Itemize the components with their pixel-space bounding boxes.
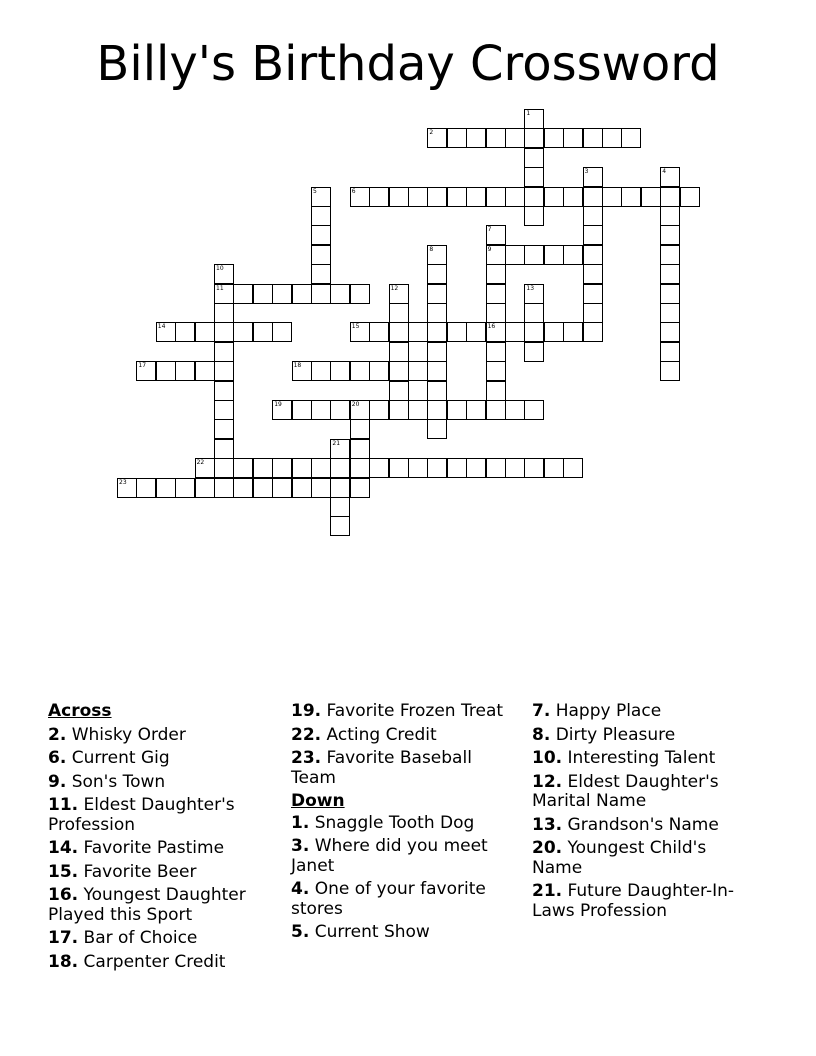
clue-label: 7. (532, 701, 551, 721)
grid-cell[interactable] (330, 458, 350, 478)
grid-cell[interactable] (447, 400, 467, 420)
clue-number: 4 (662, 168, 667, 176)
grid-cell[interactable] (272, 400, 292, 420)
clue-text: Bar of Choice (83, 928, 198, 948)
grid-cell[interactable] (486, 381, 506, 401)
grid-cell[interactable] (350, 439, 370, 459)
grid-cell[interactable] (311, 264, 331, 284)
clue-text: Where did you meet Janet (291, 836, 488, 876)
clue-label: 4. (291, 879, 310, 899)
grid-cell[interactable] (214, 419, 234, 439)
clue-label: 8. (532, 724, 551, 745)
clue-number: 19 (274, 401, 282, 408)
grid-cell[interactable] (156, 478, 176, 498)
grid-cell[interactable] (350, 361, 370, 381)
grid-cell[interactable] (233, 284, 253, 304)
grid-cell[interactable] (233, 478, 253, 498)
grid-cell[interactable] (408, 458, 428, 478)
clue-number: 21 (332, 439, 341, 447)
clue-number: 18 (293, 362, 302, 370)
clue-label: 14. (48, 838, 79, 858)
grid-cell[interactable] (330, 478, 350, 498)
grid-cell[interactable] (214, 400, 234, 420)
grid-cell[interactable] (447, 128, 467, 148)
clue-label: 3. (291, 836, 310, 856)
clue-number: 10 (216, 265, 224, 273)
grid-cell[interactable] (292, 400, 312, 420)
clue-number: 22 (196, 459, 205, 467)
down-clue (291, 923, 519, 943)
clue-text: Favorite Baseball Team (291, 748, 472, 788)
grid-cell[interactable] (524, 303, 544, 323)
grid-cell[interactable] (389, 381, 409, 401)
grid-cell[interactable] (505, 245, 525, 265)
clue-number: 2 (429, 129, 434, 137)
grid-cell[interactable] (292, 458, 312, 478)
grid-cell[interactable] (156, 322, 176, 342)
clue-number: 6 (351, 187, 356, 195)
grid-cell[interactable] (214, 439, 234, 459)
grid-cell[interactable] (389, 303, 409, 323)
grid-cell[interactable] (660, 284, 680, 304)
across-clue (48, 796, 276, 835)
grid-cell[interactable] (330, 400, 350, 420)
clue-label: 23. (291, 748, 322, 768)
grid-cell[interactable] (311, 206, 331, 226)
across-clue (48, 886, 276, 925)
grid-cell[interactable] (602, 128, 622, 148)
across-header: Across (48, 701, 112, 721)
grid-cell[interactable] (369, 322, 389, 342)
grid-cell[interactable] (544, 187, 564, 207)
grid-cell[interactable] (214, 478, 234, 498)
grid-cell[interactable] (524, 148, 544, 168)
grid-cell[interactable] (583, 264, 603, 284)
grid-cell[interactable] (311, 225, 331, 245)
grid-cell[interactable] (524, 342, 544, 362)
grid-cell[interactable] (389, 322, 409, 342)
grid-cell[interactable] (214, 284, 234, 304)
grid-cell[interactable] (486, 322, 506, 342)
grid-cell[interactable] (583, 187, 603, 207)
grid-cell[interactable] (330, 439, 350, 459)
across-clue (291, 749, 519, 788)
grid-cell[interactable] (447, 322, 467, 342)
grid-cell[interactable] (427, 303, 447, 323)
clue-label: 11. (48, 795, 79, 815)
grid-cell[interactable] (583, 245, 603, 265)
grid-cell[interactable] (602, 187, 622, 207)
clues-column-3 (532, 702, 760, 925)
clue-number: 20 (351, 401, 360, 408)
clue-text: Eldest Daughter's Profession (48, 795, 235, 835)
grid-cell[interactable] (330, 284, 350, 304)
clue-label: 22. (291, 724, 322, 745)
grid-cell[interactable] (660, 264, 680, 284)
across-clue (48, 863, 276, 883)
grid-cell[interactable] (369, 458, 389, 478)
clue-label: 5. (291, 922, 310, 942)
grid-cell[interactable] (253, 478, 273, 498)
clue-label: 18. (48, 951, 79, 972)
grid-cell[interactable] (272, 322, 292, 342)
grid-cell[interactable] (563, 458, 583, 478)
grid-cell[interactable] (524, 206, 544, 226)
clue-text: Grandson's Name (567, 814, 719, 835)
clue-label: 1. (291, 812, 310, 833)
grid-cell[interactable] (427, 342, 447, 362)
clue-text: Youngest Child's Name (532, 838, 707, 878)
clue-number: 17 (138, 362, 147, 370)
grid-cell[interactable] (524, 187, 544, 207)
across-clue (48, 726, 276, 746)
clue-number: 3 (584, 168, 589, 176)
down-clue (532, 816, 760, 836)
grid-cell[interactable] (563, 245, 583, 265)
grid-cell[interactable] (311, 187, 331, 207)
grid-cell[interactable] (505, 458, 525, 478)
grid-cell[interactable] (389, 284, 409, 304)
grid-cell[interactable] (486, 128, 506, 148)
grid-cell[interactable] (175, 361, 195, 381)
grid-cell[interactable] (214, 303, 234, 323)
clue-number: 16 (487, 323, 496, 331)
grid-cell[interactable] (660, 167, 680, 187)
grid-cell[interactable] (369, 400, 389, 420)
across-clue (48, 839, 276, 859)
grid-cell[interactable] (427, 400, 447, 420)
clue-text: Favorite Frozen Treat (326, 701, 504, 721)
grid-cell[interactable] (621, 128, 641, 148)
clue-text: Future Daughter-In-Laws Profession (532, 881, 735, 921)
grid-cell[interactable] (641, 187, 661, 207)
grid-cell[interactable] (486, 264, 506, 284)
grid-cell[interactable] (195, 458, 215, 478)
grid-cell[interactable] (233, 322, 253, 342)
grid-cell[interactable] (466, 322, 486, 342)
across-clue (48, 773, 276, 793)
clues-column-2 (291, 702, 519, 947)
across-clue (48, 749, 276, 769)
grid-cell[interactable] (195, 361, 215, 381)
grid-cell[interactable] (544, 128, 564, 148)
grid-cell[interactable] (447, 458, 467, 478)
clue-number: 11 (216, 284, 224, 292)
clue-number: 23 (119, 478, 127, 486)
down-clue (291, 814, 519, 834)
clue-label: 17. (48, 928, 79, 948)
clue-text: Eldest Daughter's Marital Name (532, 771, 719, 811)
grid-cell[interactable] (583, 206, 603, 226)
clue-number: 9 (487, 245, 492, 253)
grid-cell[interactable] (486, 303, 506, 323)
grid-cell[interactable] (524, 322, 544, 342)
grid-cell[interactable] (427, 419, 447, 439)
down-clue (532, 839, 760, 878)
grid-cell[interactable] (214, 381, 234, 401)
clue-label: 6. (48, 748, 67, 768)
grid-cell[interactable] (563, 322, 583, 342)
grid-cell[interactable] (311, 458, 331, 478)
grid-cell[interactable] (583, 128, 603, 148)
grid-cell[interactable] (195, 478, 215, 498)
clue-text: Current Gig (71, 748, 170, 768)
grid-cell[interactable] (389, 400, 409, 420)
grid-cell[interactable] (486, 245, 506, 265)
grid-cell[interactable] (427, 322, 447, 342)
across-clue (291, 726, 519, 746)
grid-cell[interactable] (350, 478, 370, 498)
grid-cell[interactable] (447, 187, 467, 207)
clue-label: 20. (532, 838, 563, 858)
down-clue (532, 882, 760, 921)
grid-cell[interactable] (583, 303, 603, 323)
clue-label: 12. (532, 771, 563, 792)
grid-cell[interactable] (583, 322, 603, 342)
grid-cell[interactable] (583, 225, 603, 245)
grid-cell[interactable] (524, 167, 544, 187)
clue-text: Current Show (314, 922, 430, 942)
grid-cell[interactable] (563, 128, 583, 148)
grid-cell[interactable] (175, 478, 195, 498)
grid-cell[interactable] (660, 225, 680, 245)
grid-cell[interactable] (330, 361, 350, 381)
grid-cell[interactable] (524, 245, 544, 265)
grid-cell[interactable] (427, 458, 447, 478)
grid-cell[interactable] (544, 322, 564, 342)
grid-cell[interactable] (389, 342, 409, 362)
grid-cell[interactable] (292, 284, 312, 304)
grid-cell[interactable] (214, 322, 234, 342)
grid-cell[interactable] (350, 458, 370, 478)
across-clue (48, 929, 276, 949)
down-clue (532, 749, 760, 769)
grid-cell[interactable] (583, 167, 603, 187)
grid-cell[interactable] (253, 458, 273, 478)
grid-cell[interactable] (389, 187, 409, 207)
grid-cell[interactable] (563, 187, 583, 207)
grid-cell[interactable] (214, 264, 234, 284)
grid-cell[interactable] (427, 284, 447, 304)
grid-cell[interactable] (292, 361, 312, 381)
down-clue (291, 880, 519, 919)
grid-cell[interactable] (350, 400, 370, 420)
grid-cell[interactable] (253, 322, 273, 342)
grid-cell[interactable] (427, 381, 447, 401)
grid-cell[interactable] (233, 458, 253, 478)
grid-cell[interactable] (466, 187, 486, 207)
grid-cell[interactable] (311, 245, 331, 265)
across-clue (291, 702, 519, 722)
grid-cell[interactable] (389, 458, 409, 478)
grid-cell[interactable] (272, 284, 292, 304)
grid-cell[interactable] (680, 187, 700, 207)
grid-cell[interactable] (524, 458, 544, 478)
grid-cell[interactable] (486, 458, 506, 478)
grid-cell[interactable] (544, 245, 564, 265)
grid-cell[interactable] (350, 419, 370, 439)
grid-cell[interactable] (660, 342, 680, 362)
grid-cell[interactable] (660, 206, 680, 226)
clue-label: 19. (291, 701, 322, 721)
grid-cell[interactable] (350, 284, 370, 304)
clue-label: 21. (532, 881, 563, 901)
clue-number: 5 (313, 187, 317, 195)
grid-cell[interactable] (466, 128, 486, 148)
clue-text: Whisky Order (71, 724, 186, 745)
clues-column-1 (48, 702, 276, 976)
grid-cell[interactable] (136, 361, 156, 381)
grid-cell[interactable] (486, 187, 506, 207)
grid-cell[interactable] (330, 497, 350, 517)
grid-cell[interactable] (524, 400, 544, 420)
clue-label: 10. (532, 748, 563, 768)
grid-cell[interactable] (350, 187, 370, 207)
down-header: Down (291, 791, 345, 811)
grid-cell[interactable] (505, 400, 525, 420)
clue-text: Snaggle Tooth Dog (314, 812, 475, 833)
grid-cell[interactable] (175, 322, 195, 342)
clue-label: 2. (48, 724, 67, 745)
grid-cell[interactable] (524, 284, 544, 304)
clue-text: Son's Town (71, 771, 166, 792)
grid-cell[interactable] (621, 187, 641, 207)
grid-cell[interactable] (486, 225, 506, 245)
down-clue (532, 726, 760, 746)
grid-cell[interactable] (369, 361, 389, 381)
clue-number: 14 (157, 323, 166, 331)
grid-cell[interactable] (660, 187, 680, 207)
grid-cell[interactable] (524, 128, 544, 148)
grid-cell[interactable] (505, 128, 525, 148)
grid-cell[interactable] (195, 322, 215, 342)
grid-cell[interactable] (486, 400, 506, 420)
page-title: Billy's Birthday Crossword (96, 36, 720, 92)
clue-number: 13 (526, 284, 535, 292)
grid-cell[interactable] (253, 284, 273, 304)
clue-text: Interesting Talent (567, 748, 716, 768)
grid-cell[interactable] (311, 478, 331, 498)
clue-label: 16. (48, 885, 79, 905)
grid-cell[interactable] (660, 322, 680, 342)
grid-cell[interactable] (330, 516, 350, 536)
clue-label: 15. (48, 861, 79, 882)
grid-cell[interactable] (505, 322, 525, 342)
clue-text: Favorite Beer (83, 861, 197, 882)
clue-number: 12 (390, 284, 399, 292)
clue-number: 15 (351, 323, 360, 331)
grid-cell[interactable] (408, 361, 428, 381)
grid-cell[interactable] (350, 322, 370, 342)
grid-cell[interactable] (214, 361, 234, 381)
grid-cell[interactable] (311, 284, 331, 304)
grid-cell[interactable] (544, 458, 564, 478)
grid-cell[interactable] (486, 342, 506, 362)
clue-text: Happy Place (555, 701, 662, 721)
grid-cell[interactable] (505, 187, 525, 207)
grid-cell[interactable] (272, 458, 292, 478)
grid-cell[interactable] (427, 187, 447, 207)
grid-cell[interactable] (136, 478, 156, 498)
clue-number: 7 (487, 226, 492, 234)
grid-cell[interactable] (660, 303, 680, 323)
grid-cell[interactable] (524, 109, 544, 129)
grid-cell[interactable] (214, 458, 234, 478)
clue-text: Dirty Pleasure (555, 724, 676, 745)
grid-cell[interactable] (272, 478, 292, 498)
grid-cell[interactable] (427, 128, 447, 148)
grid-cell[interactable] (408, 322, 428, 342)
grid-cell[interactable] (466, 458, 486, 478)
grid-cell[interactable] (369, 187, 389, 207)
down-clue (291, 837, 519, 876)
grid-cell[interactable] (117, 478, 137, 498)
grid-cell[interactable] (427, 264, 447, 284)
clue-number: 1 (526, 110, 531, 117)
grid-cell[interactable] (214, 342, 234, 362)
grid-cell[interactable] (408, 400, 428, 420)
grid-cell[interactable] (408, 187, 428, 207)
across-clue (48, 953, 276, 973)
grid-cell[interactable] (583, 284, 603, 304)
grid-cell[interactable] (427, 245, 447, 265)
grid-cell[interactable] (660, 245, 680, 265)
clue-text: Acting Credit (326, 724, 437, 745)
grid-cell[interactable] (486, 361, 506, 381)
grid-cell[interactable] (466, 400, 486, 420)
clue-text: Youngest Daughter Played this Sport (48, 885, 246, 925)
grid-cell[interactable] (292, 478, 312, 498)
clue-number: 8 (429, 245, 434, 253)
grid-cell[interactable] (311, 400, 331, 420)
down-clue (532, 702, 760, 722)
grid-cell[interactable] (660, 361, 680, 381)
clue-label: 13. (532, 814, 563, 835)
grid-cell[interactable] (427, 361, 447, 381)
clue-text: Favorite Pastime (83, 838, 225, 858)
clue-label: 9. (48, 771, 67, 792)
grid-cell[interactable] (311, 361, 331, 381)
down-clue (532, 773, 760, 812)
clue-text: One of your favorite stores (291, 879, 486, 919)
grid-cell[interactable] (389, 361, 409, 381)
grid-cell[interactable] (486, 284, 506, 304)
grid-cell[interactable] (156, 361, 176, 381)
clue-text: Carpenter Credit (83, 951, 226, 972)
